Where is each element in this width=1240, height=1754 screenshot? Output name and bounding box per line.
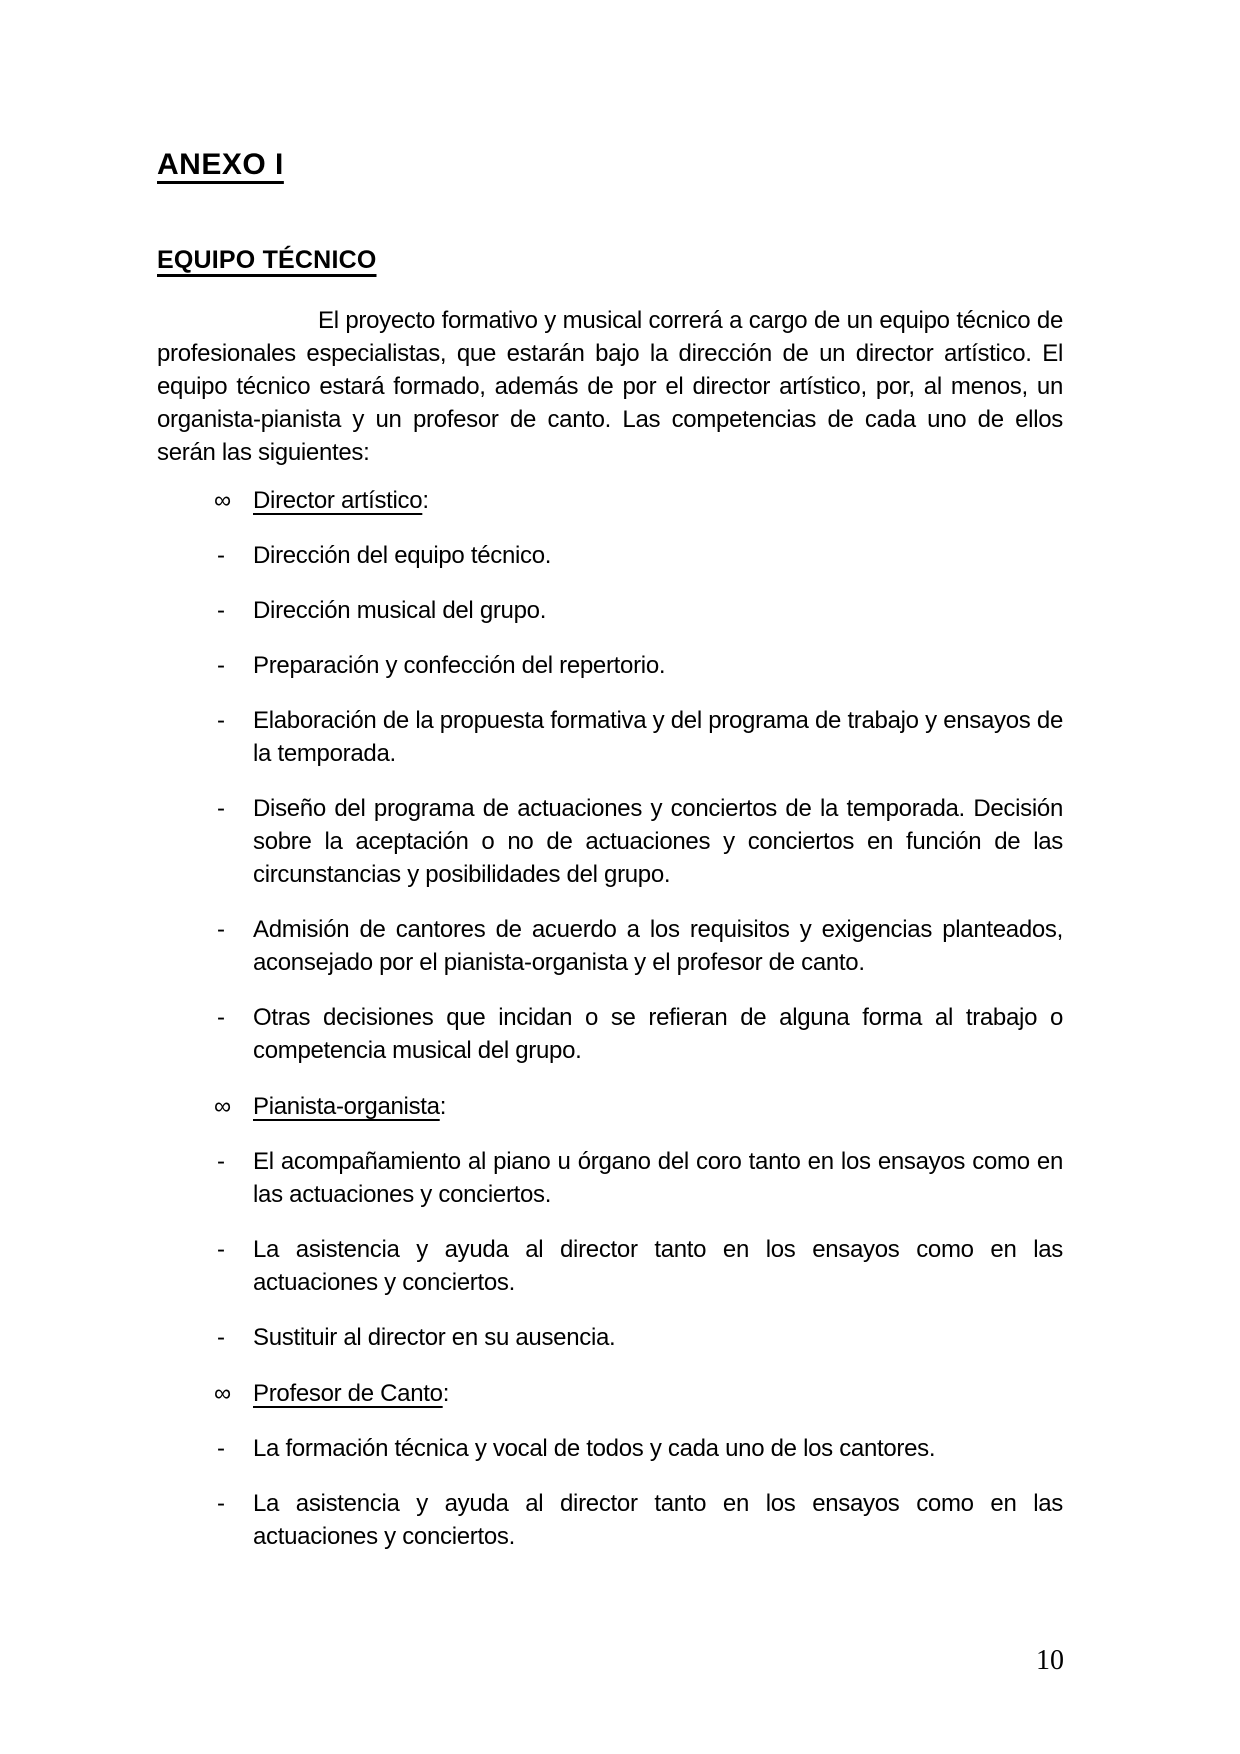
- list-item: [157, 1233, 1063, 1299]
- infinity-bullet-icon: ∞: [214, 487, 231, 514]
- sections-container: [157, 484, 1063, 1553]
- list-item: [157, 1001, 1063, 1067]
- dash-bullet-icon: -: [217, 916, 225, 943]
- list-item-text: Sustituir al director en su ausencia.: [253, 1324, 616, 1351]
- document-page: [157, 147, 1063, 1575]
- list-item-text: Dirección del equipo técnico.: [253, 542, 552, 569]
- infinity-bullet-icon: ∞: [214, 1093, 231, 1120]
- dash-bullet-icon: -: [217, 1435, 225, 1462]
- section-title-colon: :: [422, 487, 429, 514]
- dash-bullet-icon: -: [217, 1324, 225, 1351]
- list-item: [157, 539, 1063, 572]
- list-item: [157, 594, 1063, 627]
- list-item: [157, 649, 1063, 682]
- list-item: [157, 792, 1063, 891]
- list-item-text: Dirección musical del grupo.: [253, 597, 547, 624]
- list-item: [157, 1321, 1063, 1354]
- dash-bullet-icon: -: [217, 1236, 225, 1263]
- list-item-text: El acompañamiento al piano u órgano del coro tanto en los ensayos como en las actuaciones y conciertos.: [253, 1148, 1063, 1208]
- dash-bullet-icon: -: [217, 795, 225, 822]
- list-item: [157, 1487, 1063, 1553]
- section-title-colon: :: [442, 1380, 450, 1407]
- section-main-heading-text: EQUIPO TÉCNICO: [157, 246, 377, 274]
- page-number: 10: [1036, 1645, 1064, 1676]
- dash-bullet-icon: -: [217, 597, 225, 624]
- list-item-text: La formación técnica y vocal de todos y cada uno de los cantores.: [253, 1435, 936, 1462]
- annex-title-text: ANEXO I: [157, 148, 284, 181]
- dash-bullet-icon: -: [217, 542, 225, 569]
- list-item-text: Otras decisiones que incidan o se refieran de alguna forma al trabajo o competencia musical del grupo.: [253, 1004, 1063, 1064]
- list-item: [157, 1145, 1063, 1211]
- list-item-text: Admisión de cantores de acuerdo a los requisitos y exigencias planteados, aconsejado por el pianista-organista y el profesor de canto.: [253, 916, 1063, 976]
- annex-title: [157, 147, 1063, 183]
- list-item-text: La asistencia y ayuda al director tanto en los ensayos como en las actuaciones y conciertos.: [253, 1236, 1063, 1296]
- section-title-colon: :: [439, 1093, 447, 1120]
- infinity-bullet-icon: ∞: [214, 1380, 231, 1407]
- list-item: [157, 1432, 1063, 1465]
- dash-bullet-icon: -: [217, 1148, 225, 1175]
- list-item-text: Preparación y confección del repertorio.: [253, 652, 666, 679]
- section-heading-director-artistico: [157, 484, 1063, 517]
- dash-bullet-icon: -: [217, 707, 225, 734]
- list-item: [157, 913, 1063, 979]
- section-title: Profesor de Canto: [253, 1380, 443, 1407]
- dash-bullet-icon: -: [217, 1490, 225, 1517]
- dash-bullet-icon: -: [217, 652, 225, 679]
- section-heading-profesor-de-canto: [157, 1377, 1063, 1410]
- intro-paragraph: El proyecto formativo y musical correrá a cargo de un equipo técnico de profesionales especialistas, que estarán bajo la dirección de un director artístico. El equipo técnico estará formado, además de por el director artístico, por, al menos, un organista-pianista y un profesor de canto. Las competencias de cada uno de ellos serán las siguientes:: [157, 307, 1063, 466]
- section-title: Pianista-organista: [253, 1093, 440, 1120]
- section-heading-pianista-organista: [157, 1090, 1063, 1123]
- list-item-text: Elaboración de la propuesta formativa y del programa de trabajo y ensayos de la temporada.: [253, 707, 1063, 767]
- section-title: Director artístico: [253, 487, 423, 514]
- list-item-text: Diseño del programa de actuaciones y conciertos de la temporada. Decisión sobre la aceptación o no de actuaciones y conciertos en función de las circunstancias y posibilidades del grupo.: [253, 795, 1063, 888]
- dash-bullet-icon: -: [217, 1004, 225, 1031]
- section-main-heading: [157, 245, 1063, 276]
- list-item-text: La asistencia y ayuda al director tanto en los ensayos como en las actuaciones y conciertos.: [253, 1490, 1063, 1550]
- list-item: [157, 704, 1063, 770]
